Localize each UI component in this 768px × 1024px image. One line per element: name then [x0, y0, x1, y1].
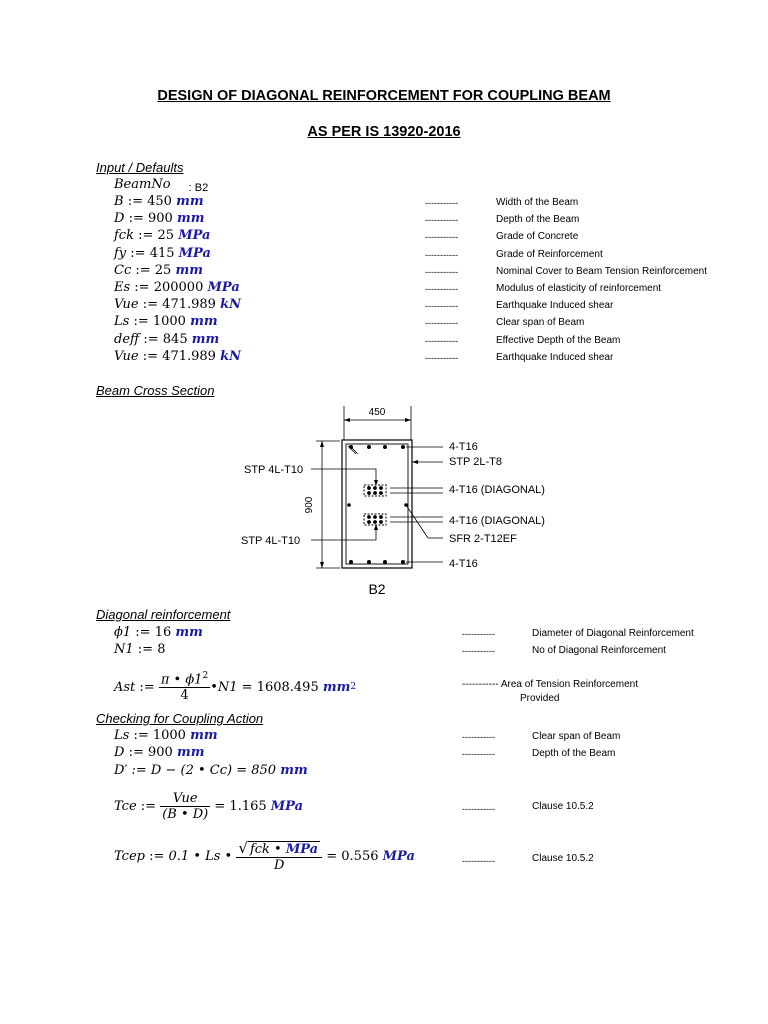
input-desc: Nominal Cover to Beam Tension Reinforcement	[496, 266, 708, 277]
input-row: B := 450 mm	[114, 194, 204, 209]
tcep-desc: Clause 10.5.2	[532, 853, 594, 864]
d-var: D	[114, 745, 125, 760]
n1-dash: -----------	[462, 646, 495, 656]
ast-desc-provided: Provided	[520, 693, 560, 704]
input-unit: kN	[220, 349, 241, 364]
input-var: Vue	[114, 349, 139, 364]
input-dash: -----------	[425, 336, 458, 346]
input-desc: Grade of Reinforcement	[496, 249, 603, 260]
ls-desc: Clear span of Beam	[532, 731, 621, 742]
tcep-denominator: D	[274, 858, 285, 873]
ast-fraction	[159, 671, 210, 703]
input-value: 415	[149, 246, 175, 261]
ast-unit-exponent: 2	[350, 682, 357, 692]
ast-multiplier: •N1	[210, 679, 238, 695]
input-var: fck	[114, 228, 134, 243]
input-unit: MPa	[207, 280, 240, 295]
input-desc: Clear span of Beam	[496, 317, 585, 328]
input-desc: Width of the Beam	[496, 197, 579, 208]
input-var: Ls	[114, 314, 130, 329]
input-unit: mm	[191, 332, 220, 347]
ast-unit: mm	[322, 679, 351, 695]
phi-unit: mm	[175, 625, 203, 640]
input-value: 25	[154, 263, 172, 278]
input-value: 471.989	[162, 349, 216, 364]
phi-row: ϕ1 := 16 mm	[114, 625, 203, 640]
tcep-sqrt-term: fck •	[249, 842, 286, 857]
phi-var: ϕ1	[114, 625, 132, 640]
input-desc: Effective Depth of the Beam	[496, 335, 621, 346]
phi-dash: -----------	[462, 629, 495, 639]
beam-no-row	[114, 177, 208, 192]
input-unit: mm	[175, 263, 203, 278]
tce-value: 1.165	[229, 798, 267, 814]
tcep-value: 0.556	[341, 848, 379, 864]
beam-outline	[342, 440, 412, 568]
d-row: D := 900 mm	[114, 745, 205, 760]
tce-fraction	[160, 791, 210, 822]
ls-row: Ls := 1000 mm	[114, 728, 218, 743]
ls-value: 1000	[152, 728, 186, 743]
input-var: D	[114, 211, 125, 226]
ast-numerator: π • ϕ1	[160, 672, 203, 688]
tce-var: Tce	[114, 798, 137, 814]
coupling-section-heading: Checking for Coupling Action	[96, 711, 264, 726]
d-dash: -----------	[462, 749, 495, 759]
input-unit: mm	[176, 211, 205, 226]
input-dash: -----------	[425, 301, 458, 311]
d-desc: Depth of the Beam	[532, 748, 616, 759]
tce-numerator: Vue	[160, 791, 210, 807]
input-row: Es := 200000 MPa	[114, 280, 240, 295]
input-desc: Earthquake Induced shear	[496, 352, 614, 363]
input-value: 200000	[153, 280, 204, 295]
input-row: fy := 415 MPa	[114, 246, 211, 261]
n1-row: N1 := 8	[114, 642, 166, 657]
input-row: fck := 25 MPa	[114, 228, 211, 243]
input-value: 900	[147, 211, 173, 226]
input-desc: Modulus of elasticity of reinforcement	[496, 283, 662, 294]
input-dash: -----------	[425, 284, 458, 294]
tcep-prefix: 0.1 • Ls •	[168, 848, 233, 864]
n1-value: 8	[157, 642, 166, 657]
label-stirrup-4l-top: STP 4L-T10	[244, 464, 304, 476]
stirrup-outline	[346, 444, 408, 564]
input-unit: mm	[176, 194, 204, 209]
input-value: 1000	[152, 314, 186, 329]
input-value: 450	[147, 194, 172, 209]
d-prime-row	[114, 763, 308, 778]
n1-var: N1	[114, 642, 134, 657]
label-side-face-reinf: SFR 2-T12EF	[449, 533, 517, 545]
ast-row: Ast := $\frac{\pi • \phi 1^2}{4}$ •N1 = 1608.495 mm 2	[114, 670, 357, 704]
label-diagonal-bottom: 4-T16 (DIAGONAL)	[449, 515, 545, 527]
input-dash: -----------	[425, 250, 458, 260]
page-subtitle: AS PER IS 13920-2016	[307, 124, 461, 140]
tce-desc: Clause 10.5.2	[532, 801, 594, 812]
ast-value: 1608.495	[256, 679, 319, 695]
input-var: B	[114, 194, 124, 209]
input-var: fy	[114, 246, 127, 261]
ast-var: Ast	[114, 679, 136, 695]
width-dimension: 450	[368, 407, 386, 418]
input-unit: MPa	[178, 228, 211, 243]
input-dash: -----------	[425, 198, 458, 208]
label-diagonal-top: 4-T16 (DIAGONAL)	[449, 484, 545, 496]
input-value: 25	[157, 228, 175, 243]
input-value: 845	[162, 332, 188, 347]
tce-unit: MPa	[270, 798, 304, 814]
input-unit: MPa	[178, 246, 211, 261]
label-top-bars: 4-T16	[449, 441, 478, 453]
cross-section-heading: Beam Cross Section	[96, 383, 215, 398]
input-dash: -----------	[425, 318, 458, 328]
label-bottom-bars: 4-T16	[449, 558, 478, 570]
input-dash: -----------	[425, 232, 458, 242]
input-dash: -----------	[425, 353, 458, 363]
input-unit: mm	[190, 314, 218, 329]
ls-unit: mm	[190, 728, 218, 743]
d-value: 900	[147, 745, 173, 760]
input-row: Ls := 1000 mm	[114, 314, 218, 329]
ast-exponent: 2	[202, 670, 209, 681]
input-value: 471.989	[162, 297, 216, 312]
input-desc: Earthquake Induced shear	[496, 300, 614, 311]
tcep-row: Tcep := 0.1 • Ls • $\frac{\text{√ fck • MPa}}{D}$ = 0.556 MPa	[114, 839, 415, 873]
phi-value: 16	[154, 625, 172, 640]
beam-no-value: : B2	[188, 182, 209, 194]
input-row: Vue := 471.989 kN	[114, 349, 241, 364]
page-title: DESIGN OF DIAGONAL REINFORCEMENT FOR COUPLING BEAM	[157, 88, 611, 104]
d-unit: mm	[176, 745, 205, 760]
input-dash: -----------	[425, 215, 458, 225]
ls-dash: -----------	[462, 732, 495, 742]
input-var: deff	[114, 332, 140, 347]
tcep-fraction: $\frac{\text{√ fck • MPa}}{D}$	[236, 839, 322, 873]
tce-dash: -----------	[462, 804, 495, 814]
input-var: Vue	[114, 297, 139, 312]
input-dash: -----------	[425, 267, 458, 277]
diagonal-section-heading: Diagonal reinforcement	[96, 607, 231, 622]
input-var: Cc	[114, 263, 132, 278]
ls-var: Ls	[114, 728, 130, 743]
ast-desc: ----------- Area of Tension Reinforcement	[462, 679, 638, 690]
d-prime-unit: mm	[280, 763, 308, 778]
tcep-var: Tcep	[114, 848, 145, 864]
ast-denominator: 4	[180, 688, 189, 704]
tce-denominator: (B • D)	[162, 806, 209, 822]
beam-no-label: BeamNo	[114, 177, 171, 192]
tcep-unit: MPa	[382, 848, 415, 864]
section-caption: B2	[368, 581, 386, 597]
input-desc: Depth of the Beam	[496, 214, 580, 225]
tcep-sqrt-unit: MPa	[285, 842, 319, 857]
input-section-heading: Input / Defaults	[96, 160, 184, 175]
tcep-dash: -----------	[462, 856, 495, 866]
d-prime-expression: D′ := D − (2 • Cc) = 850	[114, 763, 277, 778]
input-var: Es	[114, 280, 131, 295]
input-row: Cc := 25 mm	[114, 263, 203, 278]
tce-row: Tce := $\frac{\text{Vue}}{(B • D)}$ = 1.165 MPa	[114, 790, 304, 822]
n1-desc: No of Diagonal Reinforcement	[532, 645, 666, 656]
beam-cross-section-drawing	[230, 400, 560, 605]
phi-desc: Diameter of Diagonal Reinforcement	[532, 628, 694, 639]
input-unit: kN	[220, 297, 241, 312]
label-stirrup-4l-bottom: STP 4L-T10	[241, 535, 301, 547]
input-row: Vue := 471.989 kN	[114, 297, 241, 312]
input-row: D := 900 mm	[114, 211, 205, 226]
input-row: deff := 845 mm	[114, 332, 220, 347]
depth-dimension: 900	[304, 496, 315, 514]
input-desc: Grade of Concrete	[496, 231, 579, 242]
label-stirrup-2l: STP 2L-T8	[449, 456, 502, 468]
